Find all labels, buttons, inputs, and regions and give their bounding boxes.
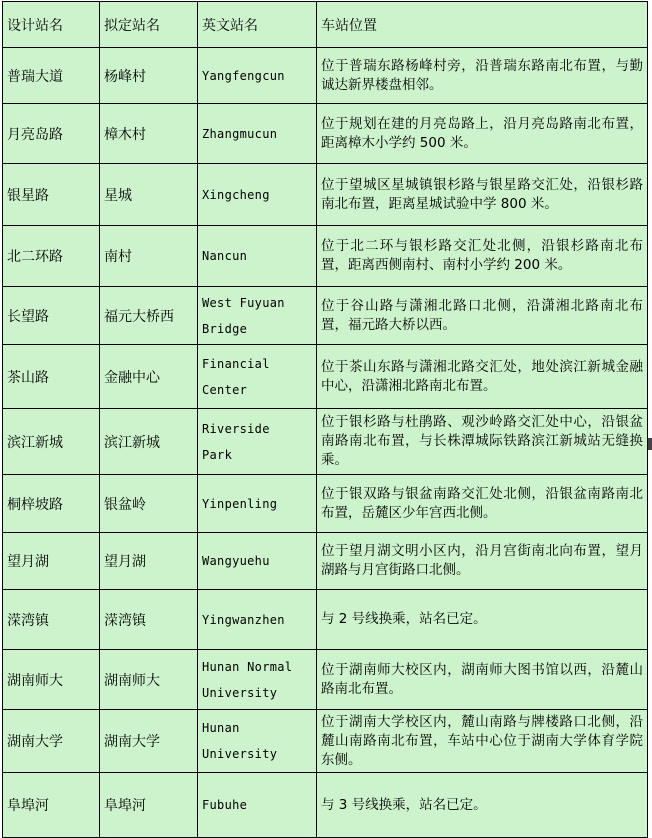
location-cell: 位于望月湖文明小区内，沿月宫街南北向布置，望月湖路与月宫街路口北侧。	[317, 533, 648, 590]
english-name-cell: Hunan Normal University	[198, 650, 317, 710]
english-name-cell: Xingcheng	[198, 164, 317, 226]
table-row	[3, 287, 648, 345]
location-cell: 位于湖南大学校区内，麓山南路与牌楼路口北侧，沿麓山南路南北布置，车站中心位于湖南大学体育学院东侧。	[317, 710, 648, 773]
design-name-cell: 茶山路	[3, 345, 100, 409]
header-design-name: 设计站名	[3, 2, 100, 48]
table-row	[3, 164, 648, 226]
english-name-cell: Wangyuehu	[198, 533, 317, 590]
english-name-cell: Nancun	[198, 226, 317, 287]
proposed-name-cell: 金融中心	[100, 345, 198, 409]
location-cell: 位于规划在建的月亮岛路上，沿月亮岛路南北布置，距离樟木小学约 500 米。	[317, 104, 648, 164]
proposed-name-cell: 望月湖	[100, 533, 198, 590]
table-row	[3, 104, 648, 164]
proposed-name-cell: 溁湾镇	[100, 590, 198, 650]
proposed-name-cell: 湖南大学	[100, 710, 198, 773]
design-name-cell: 滨江新城	[3, 409, 100, 475]
design-name-cell: 普瑞大道	[3, 48, 100, 104]
location-cell: 位于银双路与银盆南路交汇处北侧，沿银盆南路南北布置，岳麓区少年宫西北侧。	[317, 475, 648, 533]
design-name-cell: 溁湾镇	[3, 590, 100, 650]
header-english-name: 英文站名	[198, 2, 317, 48]
design-name-cell: 阜埠河	[3, 773, 100, 838]
proposed-name-cell: 湖南师大	[100, 650, 198, 710]
location-cell: 位于普瑞东路杨峰村旁，沿普瑞东路南北布置，与勤诚达新界楼盘相邻。	[317, 48, 648, 104]
proposed-name-cell: 福元大桥西	[100, 287, 198, 345]
scroll-edge-marker	[648, 438, 652, 450]
header-location: 车站位置	[317, 2, 648, 48]
table-row	[3, 710, 648, 773]
proposed-name-cell: 星城	[100, 164, 198, 226]
location-cell: 位于北二环与银杉路交汇处北侧，沿银杉路南北布置，距离西侧南村、南村小学约 200 米。	[317, 226, 648, 287]
table-row	[3, 650, 648, 710]
design-name-cell: 北二环路	[3, 226, 100, 287]
header-row	[3, 2, 648, 48]
table-row	[3, 345, 648, 409]
table-row	[3, 533, 648, 590]
english-name-cell: West Fuyuan Bridge	[198, 287, 317, 345]
proposed-name-cell: 银盆岭	[100, 475, 198, 533]
proposed-name-cell: 阜埠河	[100, 773, 198, 838]
location-cell: 位于茶山东路与潇湘北路交汇处，地处滨江新城金融中心，沿潇湘北路南北布置。	[317, 345, 648, 409]
table-row	[3, 226, 648, 287]
location-cell: 位于湖南师大校区内，湖南师大图书馆以西，沿麓山路南北布置。	[317, 650, 648, 710]
english-name-cell: Financial Center	[198, 345, 317, 409]
design-name-cell: 望月湖	[3, 533, 100, 590]
english-name-cell: Yinpenling	[198, 475, 317, 533]
design-name-cell: 湖南大学	[3, 710, 100, 773]
design-name-cell: 银星路	[3, 164, 100, 226]
english-name-cell: Fubuhe	[198, 773, 317, 838]
design-name-cell: 湖南师大	[3, 650, 100, 710]
english-name-cell: Yangfengcun	[198, 48, 317, 104]
design-name-cell: 月亮岛路	[3, 104, 100, 164]
location-cell: 位于望城区星城镇银杉路与银星路交汇处，沿银杉路南北布置，距离星城试验中学 800 米。	[317, 164, 648, 226]
table-row	[3, 48, 648, 104]
proposed-name-cell: 杨峰村	[100, 48, 198, 104]
proposed-name-cell: 滨江新城	[100, 409, 198, 475]
table-row	[3, 773, 648, 838]
english-name-cell: Hunan University	[198, 710, 317, 773]
english-name-cell: Riverside Park	[198, 409, 317, 475]
table-row	[3, 590, 648, 650]
station-table	[2, 1, 648, 838]
location-cell: 位于谷山路与潇湘北路口北侧，沿潇湘北路南北布置，福元路大桥以西。	[317, 287, 648, 345]
design-name-cell: 长望路	[3, 287, 100, 345]
location-cell: 位于银杉路与杜鹃路、观沙岭路交汇处中心，沿银盆南路南北布置，与长株潭城际铁路滨江新城站无缝换乘。	[317, 409, 648, 475]
table-row	[3, 475, 648, 533]
english-name-cell: Zhangmucun	[198, 104, 317, 164]
english-name-cell: Yingwanzhen	[198, 590, 317, 650]
table-row	[3, 409, 648, 475]
location-cell: 与 2 号线换乘，站名已定。	[317, 590, 648, 650]
proposed-name-cell: 南村	[100, 226, 198, 287]
design-name-cell: 桐梓坡路	[3, 475, 100, 533]
header-proposed-name: 拟定站名	[100, 2, 198, 48]
location-cell: 与 3 号线换乘，站名已定。	[317, 773, 648, 838]
proposed-name-cell: 樟木村	[100, 104, 198, 164]
